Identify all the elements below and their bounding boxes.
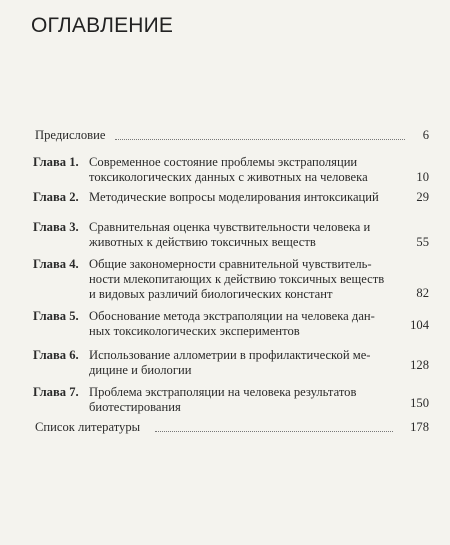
toc-page-number: 6: [422, 128, 429, 142]
page-title: ОГЛАВЛЕНИЕ: [31, 14, 174, 37]
chapter-title: [89, 155, 389, 185]
toc-entry-chapter-3: [33, 220, 429, 252]
chapter-title: [89, 190, 389, 205]
chapter-title-line: и видовых различий биологических констант: [89, 287, 333, 301]
toc-page-number: 29: [416, 190, 429, 204]
chapter-title: [89, 220, 389, 250]
chapter-title-line: Современное состояние проблемы экстраполяции: [89, 155, 358, 169]
chapter-title: [89, 257, 389, 302]
chapter-label: Глава 5.: [33, 309, 79, 323]
leader-dots: [115, 139, 405, 140]
toc-page-number: 178: [410, 420, 429, 434]
toc-entry-chapter-2: [33, 190, 429, 206]
toc-page-number: 10: [416, 170, 429, 184]
toc-page-number: 104: [410, 318, 429, 332]
toc-page-number: 55: [416, 235, 429, 249]
toc-entry-chapter-7: [33, 385, 429, 417]
chapter-title-line: ности млекопитающих к действию токсичных веществ: [89, 272, 385, 286]
chapter-title-line: биотестирования: [89, 400, 181, 414]
toc-entry-references: [33, 420, 429, 436]
chapter-label: Глава 3.: [33, 220, 79, 234]
toc-entry-preface: [33, 128, 429, 144]
toc-entry-chapter-4: [33, 257, 429, 304]
chapter-title-line: Методические вопросы моделирования интоксикаций: [89, 190, 379, 204]
chapter-label: Глава 4.: [33, 257, 79, 271]
chapter-title-line: Использование аллометрии в профилактической ме-: [89, 348, 371, 362]
chapter-title-line: токсикологических данных с животных на человека: [89, 170, 368, 184]
toc-entry-chapter-1: [33, 155, 429, 187]
toc-entry-title: Предисловие: [35, 128, 106, 142]
chapter-title-line: ных токсикологических экспериментов: [89, 324, 300, 338]
chapter-title: [89, 348, 389, 378]
toc-page-number: 82: [416, 286, 429, 300]
leader-dots: [155, 431, 393, 432]
chapter-label: Глава 6.: [33, 348, 79, 362]
toc-entry-chapter-6: [33, 348, 429, 380]
chapter-title-line: Сравнительная оценка чувствительности человека и: [89, 220, 371, 234]
chapter-title-line: Обоснование метода экстраполяции на человека дан-: [89, 309, 375, 323]
chapter-title-line: животных к действию токсичных веществ: [89, 235, 316, 249]
toc-page-number: 150: [410, 396, 429, 410]
chapter-title-line: Общие закономерности сравнительной чувствитель-: [89, 257, 372, 271]
chapter-label: Глава 2.: [33, 190, 79, 204]
chapter-label: Глава 7.: [33, 385, 79, 399]
toc-entry-chapter-5: [33, 309, 429, 341]
toc-entry-title: Список литературы: [35, 420, 141, 434]
toc-page-number: 128: [410, 358, 429, 372]
chapter-label: Глава 1.: [33, 155, 79, 169]
chapter-title-line: дицине и биологии: [89, 363, 192, 377]
chapter-title-line: Проблема экстраполяции на человека результатов: [89, 385, 357, 399]
chapter-title: [89, 385, 389, 415]
chapter-title: [89, 309, 389, 339]
